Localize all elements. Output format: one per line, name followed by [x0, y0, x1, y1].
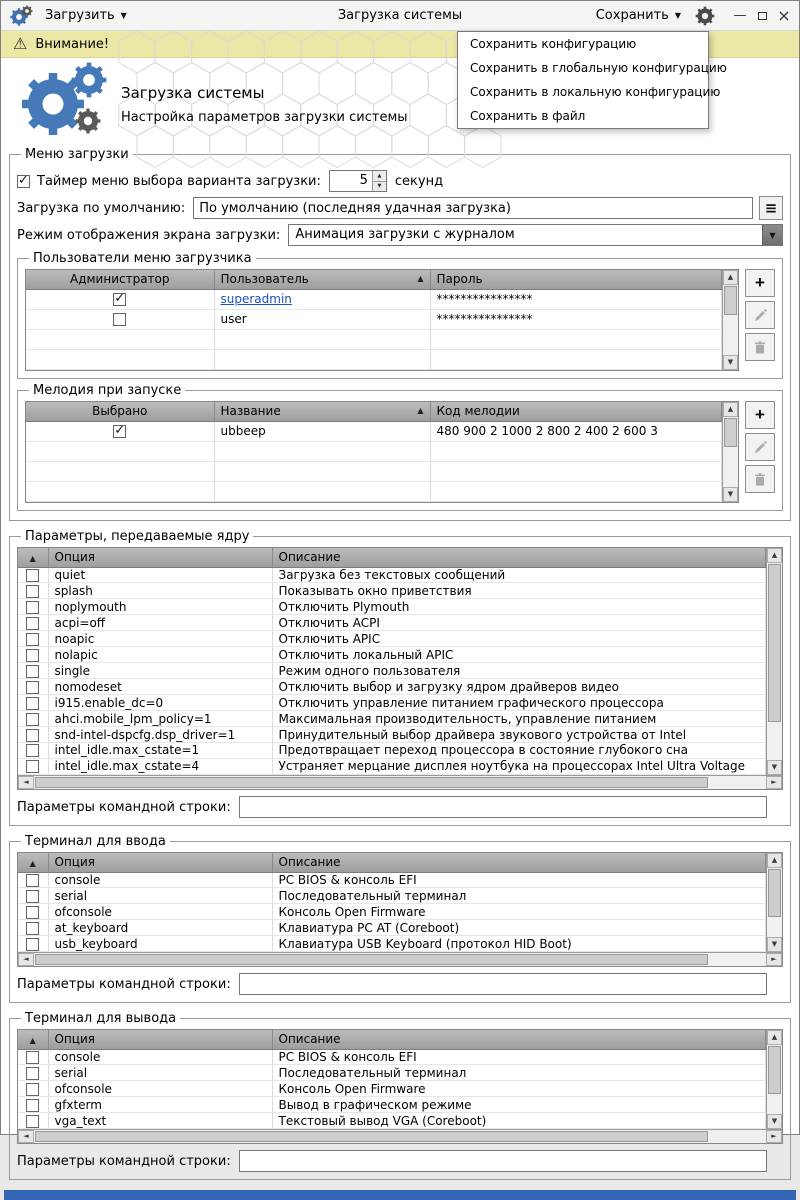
kernel-table-body [18, 567, 766, 775]
delete-melody-button[interactable] [745, 465, 775, 493]
option-row[interactable] [18, 663, 766, 679]
scroll-track[interactable] [767, 1045, 782, 1114]
option-description-cell[interactable]: Текстовый вывод VGA (Coreboot) [272, 1113, 766, 1129]
option-checkbox-cell[interactable] [18, 711, 48, 727]
timer-value: 5 [359, 173, 368, 188]
option-checkbox[interactable] [26, 906, 39, 919]
option-name-cell[interactable]: intel_idle.max_cstate=1 [48, 742, 272, 758]
output-terminal-group [9, 1011, 791, 1180]
users-col-admin[interactable]: Администратор [26, 270, 214, 289]
melody-code-cell[interactable]: 480 900 2 1000 2 800 2 400 2 600 3 [430, 421, 722, 441]
option-checkbox[interactable] [26, 729, 39, 742]
option-name-cell[interactable]: nomodeset [48, 679, 272, 695]
option-name-cell[interactable]: quiet [48, 567, 272, 583]
scroll-thumb[interactable] [768, 869, 781, 917]
password-cell[interactable]: **************** [430, 309, 722, 329]
option-row[interactable] [18, 888, 766, 904]
option-checkbox[interactable] [26, 1115, 39, 1128]
kernel-col-option[interactable]: Опция [48, 548, 272, 567]
option-row[interactable] [18, 599, 766, 615]
timer-unit: секунд [394, 173, 444, 189]
settings-gear-icon[interactable] [693, 4, 717, 28]
default-boot-label: Загрузка по умолчанию: [17, 200, 186, 216]
scroll-right-icon[interactable]: ► [766, 1130, 782, 1143]
option-name-cell[interactable]: console [48, 872, 272, 888]
option-row[interactable] [18, 936, 766, 952]
empty-row [26, 461, 722, 481]
option-checkbox[interactable] [26, 938, 39, 951]
scroll-track[interactable] [34, 953, 766, 966]
option-row[interactable] [18, 904, 766, 920]
option-checkbox-cell[interactable] [18, 647, 48, 663]
scroll-thumb[interactable] [768, 1046, 781, 1094]
gears-icon [17, 60, 109, 144]
vertical-scrollbar[interactable] [722, 402, 738, 502]
page-title: Загрузка системы [121, 84, 265, 102]
melody-legend: Мелодия при запуске [33, 383, 182, 398]
option-row[interactable] [18, 679, 766, 695]
output-terminal-legend: Терминал для вывода [25, 1011, 177, 1026]
option-checkbox[interactable] [26, 1083, 39, 1096]
option-description-cell[interactable]: Устраняет мерцание дисплея ноутбука на процессорах Intel Ultra Voltage [272, 758, 766, 774]
option-checkbox-cell[interactable] [18, 1113, 48, 1129]
delete-user-button[interactable] [745, 333, 775, 361]
scroll-up-icon[interactable]: ▲ [723, 402, 738, 417]
input-terminal-table [18, 853, 766, 952]
option-row[interactable] [18, 711, 766, 727]
sort-column-header[interactable] [18, 1030, 48, 1049]
melody-row[interactable] [26, 421, 722, 441]
scroll-track[interactable] [34, 776, 766, 789]
option-checkbox[interactable] [26, 665, 39, 678]
option-checkbox-cell[interactable] [18, 1065, 48, 1081]
users-group [17, 251, 783, 379]
melody-col-code[interactable]: Код мелодии [430, 402, 722, 421]
output-terminal-cmdline-input[interactable] [239, 1150, 767, 1172]
option-description-cell[interactable]: Показывать окно приветствия [272, 583, 766, 599]
sort-asc-icon: ▲ [29, 1036, 36, 1046]
option-description-cell[interactable]: Режим одного пользователя [272, 663, 766, 679]
option-name-cell[interactable]: acpi=off [48, 615, 272, 631]
load-menu-button[interactable] [39, 5, 133, 26]
empty-row [26, 349, 722, 369]
password-cell[interactable]: **************** [430, 289, 722, 309]
input-terminal-col-description[interactable]: Описание [272, 853, 766, 872]
option-description-cell[interactable]: Консоль Open Firmware [272, 904, 766, 920]
save-menu-item[interactable]: Сохранить в локальную конфигурацию [470, 85, 721, 99]
option-row[interactable] [18, 695, 766, 711]
scroll-thumb[interactable] [724, 286, 737, 315]
option-checkbox-cell[interactable] [18, 904, 48, 920]
load-menu-label: Загрузить [45, 8, 115, 23]
scroll-up-icon[interactable]: ▲ [723, 270, 738, 285]
option-checkbox[interactable] [26, 922, 39, 935]
edit-melody-button[interactable] [745, 433, 775, 461]
melody-table [26, 402, 722, 502]
minimize-button[interactable]: — [733, 8, 747, 23]
boot-menu-group [9, 147, 791, 521]
option-description-cell[interactable]: Вывод в графическом режиме [272, 1097, 766, 1113]
input-terminal-legend: Терминал для ввода [25, 834, 166, 849]
page-subtitle: Настройка параметров загрузки системы [121, 110, 408, 125]
vertical-scrollbar[interactable] [766, 1030, 782, 1129]
option-row[interactable] [18, 615, 766, 631]
chevron-down-icon: ▼ [674, 10, 681, 20]
app-gears-icon [9, 4, 33, 28]
option-description-cell[interactable]: Последовательный терминал [272, 1065, 766, 1081]
status-progress-bar [4, 1190, 796, 1200]
output-terminal-table-body [18, 1049, 766, 1129]
scroll-track[interactable] [767, 868, 782, 937]
option-checkbox[interactable] [26, 890, 39, 903]
option-description-cell[interactable]: Максимальная производительность, управление питанием [272, 711, 766, 727]
option-row[interactable] [18, 1113, 766, 1129]
sort-asc-icon: ▲ [29, 859, 36, 869]
option-name-cell[interactable]: ahci.mobile_lpm_policy=1 [48, 711, 272, 727]
option-description-cell[interactable]: Предотвращает переход процессора в состояние глубокого сна [272, 742, 766, 758]
scroll-thumb[interactable] [724, 418, 737, 447]
scroll-track[interactable] [723, 417, 738, 487]
option-checkbox[interactable] [26, 649, 39, 662]
option-checkbox-cell[interactable] [18, 583, 48, 599]
option-description-cell[interactable]: Последовательный терминал [272, 888, 766, 904]
input-terminal-table-body [18, 872, 766, 952]
option-checkbox-cell[interactable] [18, 758, 48, 774]
option-checkbox[interactable] [26, 760, 39, 773]
option-row[interactable] [18, 583, 766, 599]
option-checkbox[interactable] [26, 1067, 39, 1080]
save-menu-item[interactable]: Сохранить конфигурацию [470, 37, 637, 51]
users-legend: Пользователи меню загрузчика [33, 251, 252, 266]
save-menu-button[interactable] [590, 5, 687, 26]
kernel-params-legend: Параметры, передаваемые ядру [25, 529, 250, 544]
display-mode-label: Режим отображения экрана загрузки: [17, 227, 281, 243]
option-row[interactable] [18, 1065, 766, 1081]
horizontal-scrollbar[interactable] [18, 952, 782, 966]
save-menu [457, 31, 727, 129]
toolbar [1, 1, 799, 31]
selected-cell[interactable] [26, 421, 214, 441]
user-cell[interactable]: superadmin [214, 289, 430, 309]
option-checkbox[interactable] [26, 585, 39, 598]
scroll-left-icon[interactable]: ◄ [18, 1130, 34, 1143]
option-name-cell[interactable]: serial [48, 888, 272, 904]
melody-checkbox[interactable] [113, 425, 126, 438]
option-description-cell[interactable]: Отключить выбор и загрузку ядром драйверов видео [272, 679, 766, 695]
option-description-cell[interactable]: PC BIOS & консоль EFI [272, 1049, 766, 1065]
users-col-user[interactable]: Пользователь ▲ [214, 270, 430, 289]
option-checkbox-cell[interactable] [18, 1097, 48, 1113]
option-row[interactable] [18, 647, 766, 663]
option-name-cell[interactable]: at_keyboard [48, 920, 272, 936]
option-checkbox[interactable] [26, 744, 39, 757]
scroll-down-icon[interactable]: ▼ [723, 487, 738, 502]
scroll-right-icon[interactable]: ► [766, 776, 782, 789]
warning-icon: ⚠ [13, 34, 28, 53]
option-checkbox[interactable] [26, 617, 39, 630]
pencil-icon [754, 309, 767, 322]
option-checkbox-cell[interactable] [18, 679, 48, 695]
option-checkbox[interactable] [26, 633, 39, 646]
horizontal-scrollbar[interactable] [18, 1129, 782, 1143]
option-name-cell[interactable]: gfxterm [48, 1097, 272, 1113]
display-mode-select[interactable] [288, 224, 783, 246]
maximize-button[interactable] [755, 9, 769, 23]
option-checkbox[interactable] [26, 874, 39, 887]
scroll-down-icon[interactable]: ▼ [767, 760, 782, 775]
option-checkbox-cell[interactable] [18, 695, 48, 711]
sort-asc-icon: ▲ [29, 554, 36, 564]
timer-checkbox[interactable] [17, 175, 30, 188]
vertical-scrollbar[interactable] [722, 270, 738, 370]
option-name-cell[interactable]: console [48, 1049, 272, 1065]
option-row[interactable] [18, 758, 766, 774]
option-row[interactable] [18, 920, 766, 936]
default-boot-input[interactable] [193, 197, 753, 219]
admin-checkbox[interactable] [113, 313, 126, 326]
option-description-cell[interactable]: Принудительный выбор драйвера звукового устройства от Intel [272, 727, 766, 743]
option-checkbox-cell[interactable] [18, 599, 48, 615]
option-row[interactable] [18, 742, 766, 758]
option-name-cell[interactable]: nolapic [48, 647, 272, 663]
empty-row [26, 329, 722, 349]
option-description-cell[interactable]: Отключить ACPI [272, 615, 766, 631]
option-row[interactable] [18, 1049, 766, 1065]
option-name-cell[interactable]: ofconsole [48, 1081, 272, 1097]
option-checkbox[interactable] [26, 1051, 39, 1064]
output-terminal-table [18, 1030, 766, 1129]
option-row[interactable] [18, 567, 766, 583]
option-checkbox-cell[interactable] [18, 888, 48, 904]
main-content [1, 143, 799, 1186]
chevron-down-icon: ▼ [120, 10, 127, 20]
combo-arrow-icon[interactable]: ▼ [762, 225, 782, 245]
option-checkbox-cell[interactable] [18, 663, 48, 679]
user-row[interactable] [26, 309, 722, 329]
melody-name-cell[interactable]: ubbeep [214, 421, 430, 441]
melody-col-name[interactable]: Название ▲ [214, 402, 430, 421]
scroll-right-icon[interactable]: ► [766, 953, 782, 966]
scroll-track[interactable] [34, 1130, 766, 1143]
kernel-params-group [9, 529, 791, 826]
option-description-cell[interactable]: Загрузка без текстовых сообщений [272, 567, 766, 583]
option-name-cell[interactable]: snd-intel-dspcfg.dsp_driver=1 [48, 727, 272, 743]
users-table [26, 270, 722, 370]
kernel-params-table [18, 548, 766, 775]
option-name-cell[interactable]: intel_idle.max_cstate=4 [48, 758, 272, 774]
option-description-cell[interactable]: Отключить управление питанием графического процессора [272, 695, 766, 711]
vertical-scrollbar[interactable] [766, 548, 782, 775]
sort-asc-icon: ▲ [417, 274, 424, 284]
option-checkbox-cell[interactable] [18, 567, 48, 583]
option-checkbox-cell[interactable] [18, 872, 48, 888]
option-description-cell[interactable]: Консоль Open Firmware [272, 1081, 766, 1097]
option-checkbox-cell[interactable] [18, 631, 48, 647]
option-row[interactable] [18, 1081, 766, 1097]
close-button[interactable]: × [777, 5, 791, 25]
scroll-down-icon[interactable]: ▼ [767, 937, 782, 952]
admin-cell[interactable] [26, 289, 214, 309]
scroll-up-icon[interactable]: ▲ [767, 548, 782, 563]
option-description-cell[interactable]: Отключить APIC [272, 631, 766, 647]
add-melody-button[interactable]: + [745, 401, 775, 429]
kernel-col-description[interactable]: Описание [272, 548, 766, 567]
option-checkbox-cell[interactable] [18, 742, 48, 758]
kernel-cmdline-input[interactable] [239, 796, 767, 818]
scroll-down-icon[interactable]: ▼ [723, 355, 738, 370]
option-description-cell[interactable]: Клавиатура PC AT (Coreboot) [272, 920, 766, 936]
spinner-down-icon[interactable]: ▼ [373, 182, 386, 192]
option-name-cell[interactable]: noapic [48, 631, 272, 647]
sort-column-header[interactable] [18, 548, 48, 567]
display-mode-value: Анимация загрузки с журналом [295, 227, 515, 242]
melody-table-body [26, 421, 722, 502]
option-checkbox[interactable] [26, 569, 39, 582]
scroll-thumb[interactable] [768, 564, 781, 722]
option-checkbox-cell[interactable] [18, 920, 48, 936]
option-row[interactable] [18, 872, 766, 888]
option-name-cell[interactable]: i915.enable_dc=0 [48, 695, 272, 711]
kernel-cmdline-label: Параметры командной строки: [17, 799, 231, 815]
users-table-body [26, 289, 722, 370]
pencil-icon [754, 441, 767, 454]
option-name-cell[interactable]: splash [48, 583, 272, 599]
option-row[interactable] [18, 727, 766, 743]
input-terminal-group [9, 834, 791, 1003]
option-name-cell[interactable]: noplymouth [48, 599, 272, 615]
input-terminal-cmdline-input[interactable] [239, 973, 767, 995]
empty-row [26, 441, 722, 461]
option-name-cell[interactable]: vga_text [48, 1113, 272, 1129]
scroll-up-icon[interactable]: ▲ [767, 853, 782, 868]
output-terminal-col-description[interactable]: Описание [272, 1030, 766, 1049]
scroll-thumb[interactable] [35, 954, 708, 965]
scroll-thumb[interactable] [35, 777, 708, 788]
scroll-track[interactable] [723, 285, 738, 355]
user-cell[interactable]: user [214, 309, 430, 329]
option-description-cell[interactable]: Клавиатура USB Keyboard (протокол HID Boot) [272, 936, 766, 952]
empty-row [26, 481, 722, 501]
option-checkbox[interactable] [26, 601, 39, 614]
admin-cell[interactable] [26, 309, 214, 329]
boot-entries-menu-icon[interactable]: ≡ [759, 196, 783, 220]
option-row[interactable] [18, 1097, 766, 1113]
option-checkbox-cell[interactable] [18, 727, 48, 743]
boot-menu-legend: Меню загрузки [25, 147, 129, 162]
melody-group [17, 383, 783, 511]
option-checkbox[interactable] [26, 681, 39, 694]
option-checkbox-cell[interactable] [18, 1049, 48, 1065]
timer-spinner[interactable] [329, 170, 387, 192]
trash-icon [754, 473, 766, 486]
edit-user-button[interactable] [745, 301, 775, 329]
horizontal-scrollbar[interactable] [18, 775, 782, 789]
spinner-up-icon[interactable]: ▲ [373, 171, 386, 182]
option-checkbox[interactable] [26, 697, 39, 710]
option-name-cell[interactable]: ofconsole [48, 904, 272, 920]
option-checkbox[interactable] [26, 713, 39, 726]
window-title: Загрузка системы [337, 8, 463, 23]
timer-label: Таймер меню выбора варианта загрузки: [37, 173, 321, 189]
admin-checkbox[interactable] [113, 293, 126, 306]
input-terminal-cmdline-label: Параметры командной строки: [17, 976, 231, 992]
trash-icon [754, 341, 766, 354]
scroll-track[interactable] [767, 563, 782, 760]
vertical-scrollbar[interactable] [766, 853, 782, 952]
save-menu-label: Сохранить [595, 8, 669, 23]
scroll-left-icon[interactable]: ◄ [18, 953, 34, 966]
user-row[interactable] [26, 289, 722, 309]
option-description-cell[interactable]: Отключить локальный APIC [272, 647, 766, 663]
maximize-icon [758, 12, 767, 20]
option-description-cell[interactable]: Отключить Plymouth [272, 599, 766, 615]
option-description-cell[interactable]: PC BIOS & консоль EFI [272, 872, 766, 888]
scroll-down-icon[interactable]: ▼ [767, 1114, 782, 1129]
warning-text: Внимание! [35, 36, 110, 52]
option-name-cell[interactable]: single [48, 663, 272, 679]
scroll-up-icon[interactable]: ▲ [767, 1030, 782, 1045]
output-terminal-cmdline-label: Параметры командной строки: [17, 1153, 231, 1169]
option-checkbox[interactable] [26, 1099, 39, 1112]
output-terminal-col-option[interactable]: Опция [48, 1030, 272, 1049]
add-user-button[interactable]: + [745, 269, 775, 297]
save-menu-item[interactable]: Сохранить в глобальную конфигурацию [470, 61, 727, 75]
sort-asc-icon: ▲ [417, 406, 424, 416]
scroll-left-icon[interactable]: ◄ [18, 776, 34, 789]
input-terminal-col-option[interactable]: Опция [48, 853, 272, 872]
option-checkbox-cell[interactable] [18, 615, 48, 631]
option-name-cell[interactable]: serial [48, 1065, 272, 1081]
option-name-cell[interactable]: usb_keyboard [48, 936, 272, 952]
users-col-password[interactable]: Пароль [430, 270, 722, 289]
option-row[interactable] [18, 631, 766, 647]
option-checkbox-cell[interactable] [18, 936, 48, 952]
save-menu-item[interactable]: Сохранить в файл [470, 109, 586, 123]
scroll-thumb[interactable] [35, 1131, 708, 1142]
option-checkbox-cell[interactable] [18, 1081, 48, 1097]
melody-col-selected[interactable]: Выбрано [26, 402, 214, 421]
sort-column-header[interactable] [18, 853, 48, 872]
